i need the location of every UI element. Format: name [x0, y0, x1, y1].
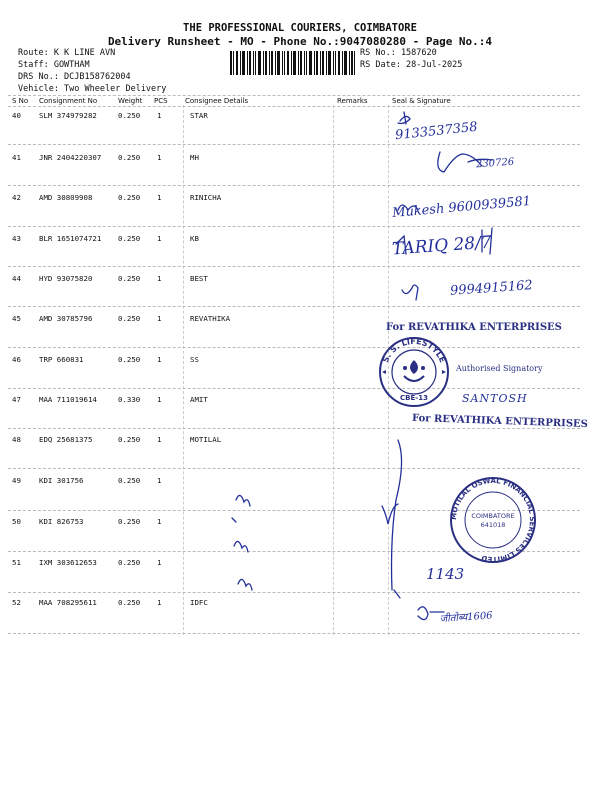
col-header-consignee: Consignee Details — [185, 97, 249, 105]
drs-label: DRS No.: DCJB158762004 — [18, 72, 131, 82]
row-weight: 0.250 — [118, 111, 141, 120]
row-consignment: AMD 30785796 — [39, 314, 93, 323]
row-sno: 46 — [12, 355, 21, 364]
row-weight: 0.250 — [118, 234, 141, 243]
row-weight: 0.250 — [118, 558, 141, 567]
row-consignee: AMIT — [190, 395, 208, 404]
col-header-seal: Seal & Signature — [392, 97, 451, 105]
row-pcs: 1 — [157, 476, 162, 485]
row-sno: 42 — [12, 193, 21, 202]
signature-santosh: SANTOSH — [462, 392, 528, 405]
row-consignment: TRP 660831 — [39, 355, 84, 364]
row-pcs: 1 — [157, 598, 162, 607]
row-consignment: KDI 301756 — [39, 476, 84, 485]
row-pcs: 1 — [157, 111, 162, 120]
row-sno: 43 — [12, 234, 21, 243]
row-consignment: MAA 708295611 — [39, 598, 97, 607]
runsheet-title: Delivery Runsheet - MO - Phone No.:9047080280 - Page No.:4 — [107, 35, 493, 48]
col-header-pcs: PCS — [154, 97, 168, 105]
row-pcs: 1 — [157, 558, 162, 567]
row-weight: 0.330 — [118, 395, 141, 404]
vehicle-label: Vehicle: Two Wheeler Delivery — [18, 84, 167, 94]
row-weight: 0.250 — [118, 355, 141, 364]
row-consignment: IXM 303612653 — [39, 558, 97, 567]
stamp-authorised-signatory: Authorised Signatory — [456, 364, 543, 373]
row-weight: 0.250 — [118, 517, 141, 526]
company-title: THE PROFESSIONAL COURIERS, COIMBATORE — [183, 22, 417, 34]
row-consignment: BLR 1651074721 — [39, 234, 102, 243]
row-consignment: SLM 374979282 — [39, 111, 97, 120]
col-header-remarks: Remarks — [337, 97, 368, 105]
row-pcs: 1 — [157, 435, 162, 444]
row-consignee: SS — [190, 355, 199, 364]
row-weight: 0.250 — [118, 314, 141, 323]
row-weight: 0.250 — [118, 598, 141, 607]
ss-bottom-text: CBE-13 — [400, 394, 428, 402]
row-pcs: 1 — [157, 153, 162, 162]
row-consignment: JNR 2404220307 — [39, 153, 102, 162]
row-sno: 49 — [12, 476, 21, 485]
row-pcs: 1 — [157, 314, 162, 323]
motilal-ring-text: MOTILAL OSWAL FINANCIAL SERVICES LIMITED — [449, 476, 537, 564]
row-consignment: AMD 30809908 — [39, 193, 93, 202]
row-pcs: 1 — [157, 517, 162, 526]
row-pcs: 1 — [157, 274, 162, 283]
row-consignee: KB — [190, 234, 199, 243]
row-consignee: MOTILAL — [190, 435, 222, 444]
signature-row-40: 9133537358 — [394, 119, 479, 144]
row-weight: 0.250 — [118, 476, 141, 485]
row-consignee: MH — [190, 153, 199, 162]
row-sno: 50 — [12, 517, 21, 526]
ss-ring-text: S. S. LIFESTYLE — [380, 336, 448, 364]
motilal-city: COIMBATORE — [471, 512, 515, 520]
route-label: Route: K K LINE AVN — [18, 48, 116, 58]
row-sno: 41 — [12, 153, 21, 162]
rs-no-label: RS No.: 1587620 — [360, 48, 437, 58]
signature-row-42: Mukesh 9600939581 — [391, 193, 532, 222]
rs-date-label: RS Date: 28-Jul-2025 — [360, 60, 463, 70]
row-pcs: 1 — [157, 395, 162, 404]
row-consignee: BEST — [190, 274, 208, 283]
row-sno: 51 — [12, 558, 21, 567]
row-weight: 0.250 — [118, 274, 141, 283]
row-consignee: REVATHIKA — [190, 314, 231, 323]
row-sno: 52 — [12, 598, 21, 607]
col-header-sno: S No — [12, 97, 29, 105]
stamp-revathika-bottom: For REVATHIKA ENTERPRISES — [411, 412, 589, 431]
row-consignee: STAR — [190, 111, 208, 120]
signature-row-41: 230726 — [475, 156, 515, 171]
signature-row-43: TARIQ 28/7 — [391, 232, 493, 260]
col-header-consignment: Consignment No — [39, 97, 98, 105]
signature-row-51: 1143 — [426, 565, 465, 583]
motilal-pin: 641018 — [480, 521, 506, 529]
row-weight: 0.250 — [118, 435, 141, 444]
row-pcs: 1 — [157, 355, 162, 364]
row-consignment: MAA 711019614 — [39, 395, 97, 404]
row-consignee: IDFC — [190, 598, 208, 607]
stamp-revathika-top: For REVATHIKA ENTERPRISES — [386, 322, 562, 333]
row-pcs: 1 — [157, 193, 162, 202]
row-weight: 0.250 — [118, 193, 141, 202]
row-consignee: RINICHA — [190, 193, 222, 202]
row-sno: 47 — [12, 395, 21, 404]
row-sno: 44 — [12, 274, 21, 283]
row-weight: 0.250 — [118, 153, 141, 162]
col-header-weight: Weight — [118, 97, 143, 105]
row-consignment: KDI 826753 — [39, 517, 84, 526]
row-sno: 48 — [12, 435, 21, 444]
svg-text:जीतोब्य1606: जीतोब्य1606 — [439, 610, 493, 625]
row-sno: 40 — [12, 111, 21, 120]
row-consignment: EDQ 25681375 — [39, 435, 93, 444]
row-pcs: 1 — [157, 234, 162, 243]
row-sno: 45 — [12, 314, 21, 323]
staff-label: Staff: GOWTHAM — [18, 60, 90, 70]
signature-row-44: 9994915162 — [449, 278, 534, 299]
row-consignment: HYD 93075820 — [39, 274, 93, 283]
